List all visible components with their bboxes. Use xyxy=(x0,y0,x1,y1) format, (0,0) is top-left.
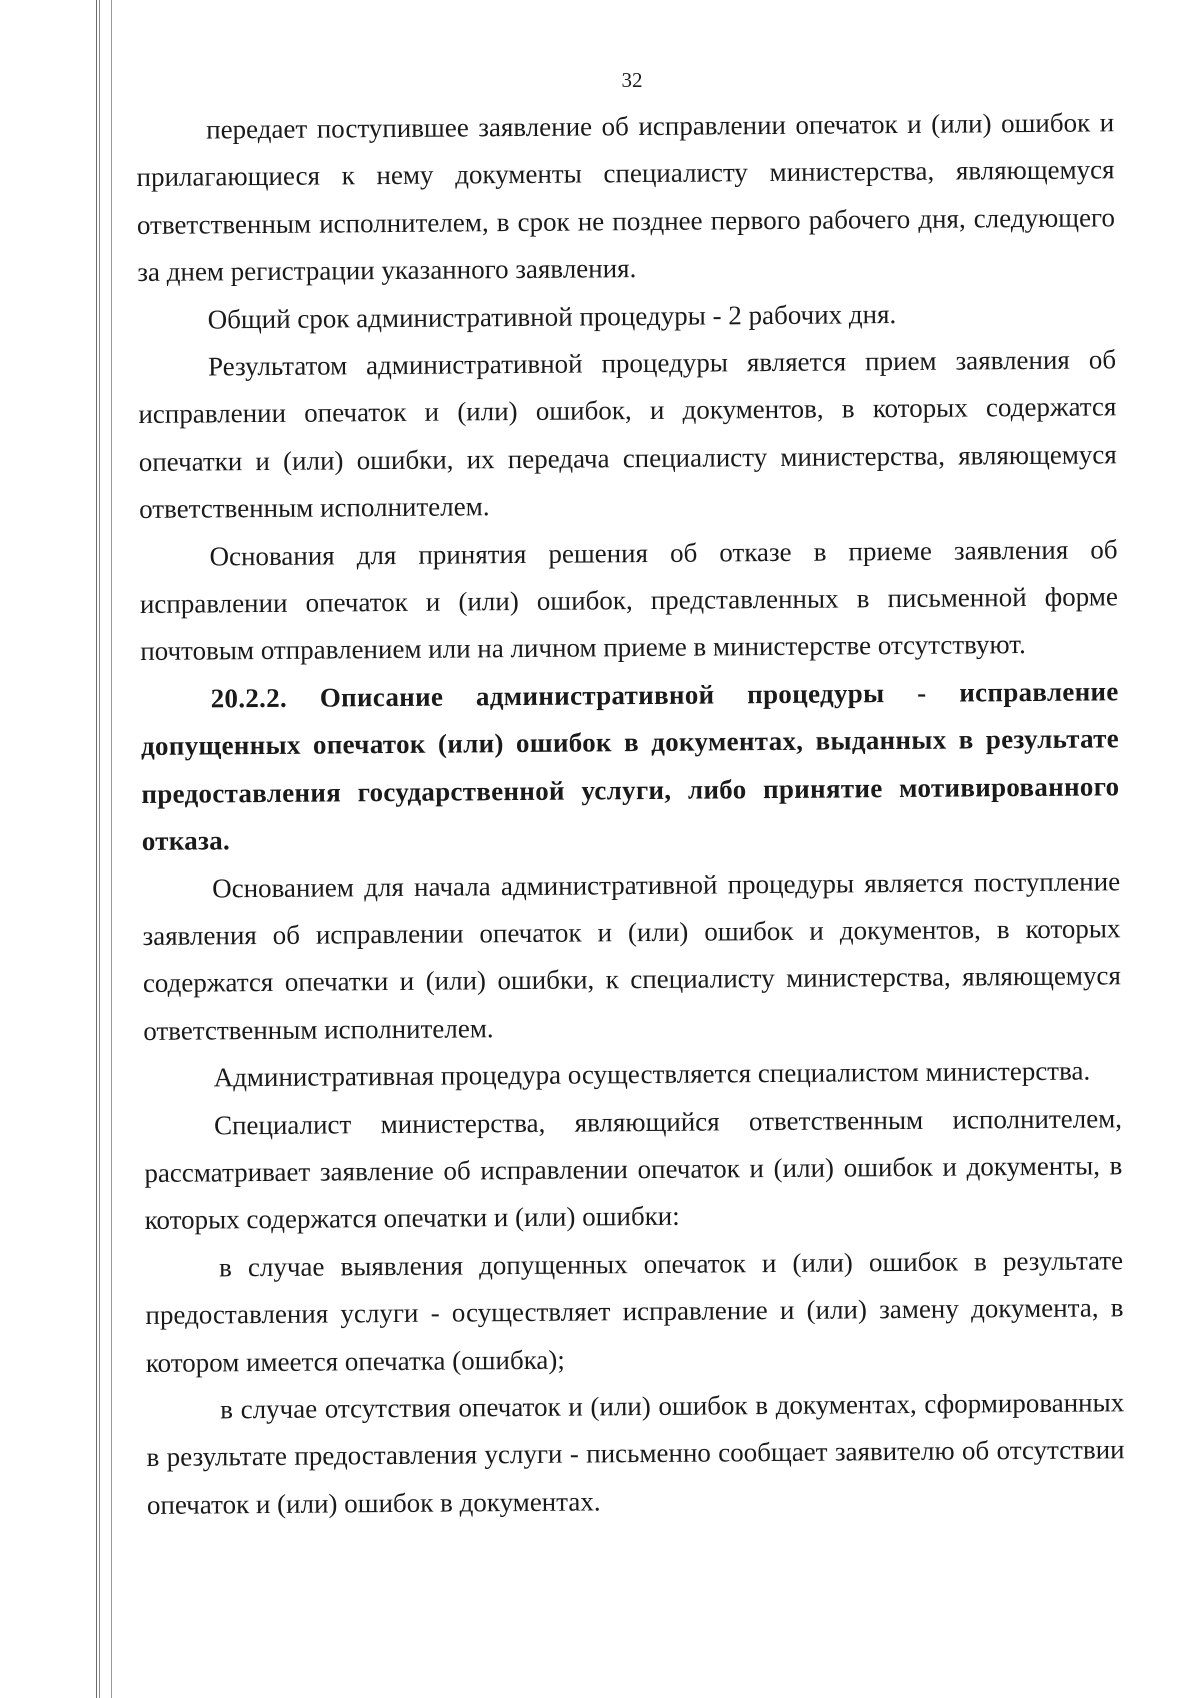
page-number: 32 xyxy=(621,68,643,92)
list-item: в случае отсутствия опечаток и (или) ошибок в документах, сформированных в результате предоставления услуги - письменно сообщает заявителю об отсутствии опечаток и (или) ошибок в документах. xyxy=(146,1387,1125,1520)
list-item: в случае выявления допущенных опечаток и (или) ошибок в результате предоставления услуги - осуществляет исправление и (или) замену документа, в котором имеется опечатка (ошибка); xyxy=(145,1245,1124,1378)
paragraph: передает поступившее заявление об исправлении опечаток и (или) ошибок и прилагающиеся к нему документы специалисту министерства, являющемуся ответственным исполнителем, в срок не позднее первого рабочего дня, следующего за днем регистрации указанного заявления. xyxy=(136,107,1116,288)
paragraph: Результатом административной процедуры является прием заявления об исправлении опечаток и (или) ошибок, и документов, в которых содержатся опечатки и (или) ошибки, их передача специалисту министерства, являющемуся ответственным исполнителем. xyxy=(138,344,1117,525)
section-heading: 20.2.2. Описание административной процедуры - исправление допущенных опечаток (или) ошибок в документах, выданных в результате предоставления государственной услуги, либо принятие мотивированного отказа. xyxy=(140,676,1120,857)
paragraph: Основанием для начала административной процедуры является поступление заявления об исправлении опечаток и (или) ошибок и документов, в которых содержатся опечатки и (или) ошибки, к специалисту министерства, являющемуся ответственным исполнителем. xyxy=(142,865,1121,1046)
paragraph: Общий срок административной процедуры - 2 рабочих дня. xyxy=(207,298,897,335)
binding-line xyxy=(111,0,112,1698)
binding-line xyxy=(96,0,97,1698)
paragraph: Административная процедура осуществляется специалистом министерства. xyxy=(213,1055,1091,1093)
document-body xyxy=(136,99,1125,1529)
paragraph: Основания для принятия решения об отказе в приеме заявления об исправлении опечаток и (или) ошибок, представленных в письменной форме почтовым отправлением или на личном приеме в министерстве отсутствуют. xyxy=(139,533,1118,667)
paragraph: Специалист министерства, являющийся ответственным исполнителем, рассматривает заявление об исправлении опечаток и (или) ошибок и документы, в которых содержатся опечатки и (или) ошибки: xyxy=(144,1102,1123,1236)
binding-line xyxy=(99,0,100,1698)
